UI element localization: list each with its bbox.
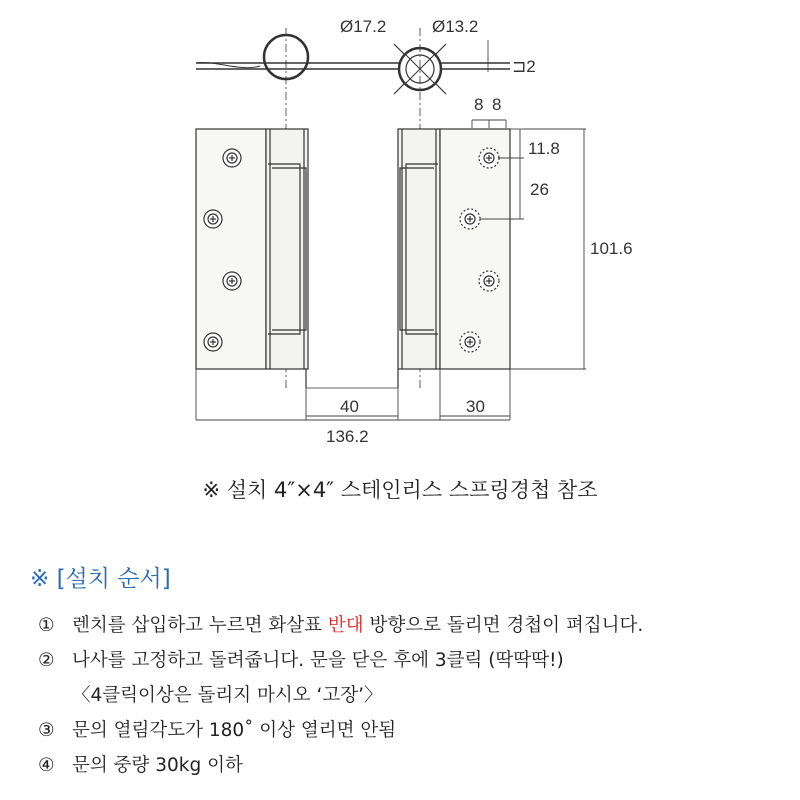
step-text: 방향으로 돌리면 경첩이 펴집니다.	[363, 615, 644, 636]
screw-icon	[204, 210, 222, 228]
dim-leaf-width: 30	[466, 397, 485, 416]
left-knuckle	[266, 129, 308, 369]
dim-pin-outer: Ø17.2	[340, 17, 387, 36]
step-highlight: 반대	[327, 615, 364, 636]
dim-plate-thickness: ⊐2	[512, 57, 536, 76]
step-number: ②	[38, 650, 55, 671]
screw-icon	[460, 332, 480, 352]
screw-icon	[460, 209, 480, 229]
instructions-heading: ※ [설치 순서]	[30, 566, 171, 592]
instructions-list	[38, 608, 643, 783]
front-view	[196, 129, 510, 388]
screw-icon	[223, 272, 241, 290]
step-text: 렌치를 삽입하고 누르면 화살표	[72, 615, 328, 636]
screw-icon	[204, 333, 222, 351]
step-2-note	[38, 678, 643, 713]
dim-screw-top: 11.8	[528, 139, 560, 158]
step-text: 나사를 고정하고 돌려줍니다. 문을 닫은 후에 3클릭 (딱딱딱!)	[72, 650, 564, 671]
step-number: ④	[38, 755, 55, 776]
screw-icon	[479, 148, 499, 168]
right-knuckle	[398, 129, 440, 369]
dim-screw-pitch: 26	[530, 180, 549, 199]
step-1	[38, 608, 643, 643]
screw-icon	[223, 149, 241, 167]
dim-height: 101.6	[590, 239, 633, 258]
step-3	[38, 713, 643, 748]
step-4	[38, 748, 643, 783]
step-number: ①	[38, 615, 55, 636]
dim-gap: 40	[340, 397, 359, 416]
dim-edge-8a: 8	[474, 95, 484, 114]
dim-pin-inner: Ø13.2	[432, 17, 479, 36]
step-2	[38, 643, 643, 678]
screw-icon	[479, 271, 499, 291]
step-number: ③	[38, 720, 55, 741]
right-leaf	[440, 129, 510, 369]
dim-edge-8b: 8	[492, 95, 502, 114]
diagram-caption: ※ 설치 4″×4″ 스테인리스 스프링경첩 참조	[202, 478, 598, 502]
dim-total-width: 136.2	[326, 427, 369, 446]
step-text: 문의 열림각도가 180˚ 이상 열리면 안됨	[72, 720, 397, 741]
step-text: 문의 중량 30kg 이하	[72, 755, 243, 776]
step-text: 〈4클릭이상은 돌리지 마시오 ‘고장’〉	[72, 685, 383, 706]
